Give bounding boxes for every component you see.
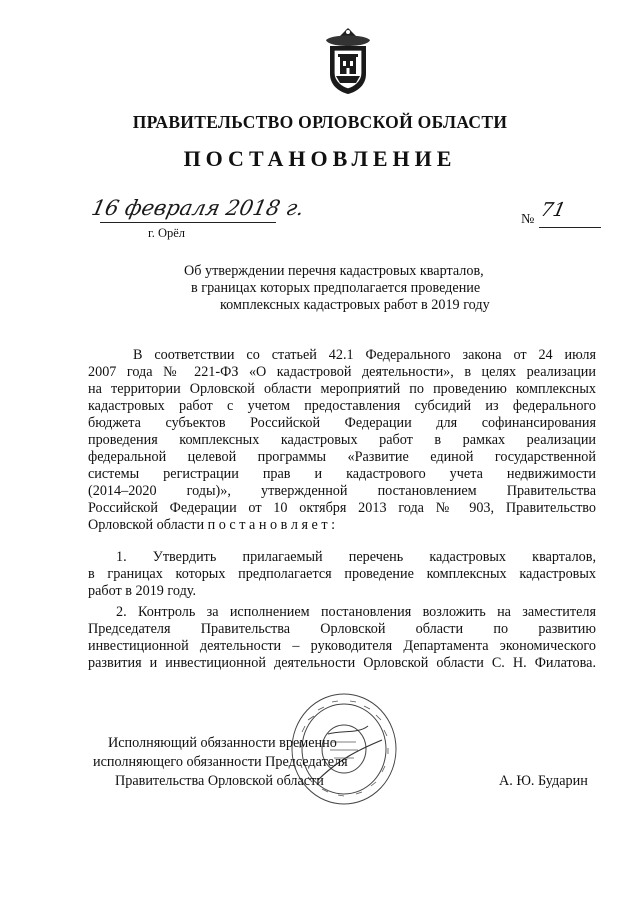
signatory-position-line: Правительства Орловской области (115, 773, 324, 789)
paragraph-line: в границах которых предполагается проведение комплексных кадастровых (88, 566, 596, 582)
paragraph-line: проведения комплексных кадастровых работ в рамках реализации (88, 432, 596, 448)
coat-of-arms-icon (318, 26, 378, 96)
number-label: № (521, 212, 535, 227)
paragraph-line: Российской Федерации от 10 октября 2013 года № 903, Правительство (88, 500, 596, 516)
paragraph-line: 2007 года № 221-ФЗ «О кадастровой деятельности», в целях реализации (88, 364, 596, 380)
number-underline (539, 227, 601, 228)
paragraph-line: кадастровых работ с учетом предоставления субсидий из федерального (88, 398, 596, 414)
signatory-name: А. Ю. Бударин (499, 773, 588, 789)
item-2-paragraph (88, 604, 596, 672)
item-1-paragraph (88, 549, 596, 600)
paragraph-line: 2. Контроль за исполнением постановления возложить на заместителя (116, 604, 596, 620)
paragraph-line: (2014–2020 годы)», утвержденной постановлением Правительства (88, 483, 596, 499)
paragraph-line: 1. Утвердить прилагаемый перечень кадастровых кварталов, (116, 549, 596, 565)
signatory-position-line: Исполняющий обязанности временно (108, 735, 337, 751)
subject-line: комплексных кадастровых работ в 2019 году (220, 297, 490, 313)
paragraph-line: В соответствии со статьей 42.1 Федерального закона от 24 июля (133, 347, 596, 363)
document-subject (170, 263, 510, 314)
paragraph-line: федеральной целевой программы «Развитие единой государственной (88, 449, 596, 465)
paragraph-line: Орловской области п о с т а н о в л я е т : (88, 517, 336, 533)
handwritten-date: 16 февраля 2018 г. (89, 196, 307, 220)
subject-line: Об утверждении перечня кадастровых кварталов, (184, 263, 484, 279)
paragraph-line: развития и инвестиционной деятельности Орловской области С. Н. Филатова. (88, 655, 596, 671)
date-underline (100, 222, 276, 223)
paragraph-line: работ в 2019 году. (88, 583, 197, 599)
signatory-position-line: исполняющего обязанности Председателя (93, 754, 348, 770)
paragraph-line: инвестиционной деятельности – руководителя Департамента экономического (88, 638, 596, 654)
paragraph-line: на территории Орловской области мероприятий по проведению комплексных (88, 381, 596, 397)
preamble-paragraph (88, 347, 596, 534)
document-type-title: ПОСТАНОВЛЕНИЕ (183, 146, 457, 171)
subject-line: в границах которых предполагается проведение (191, 280, 481, 296)
organization-title: ПРАВИТЕЛЬСТВО ОРЛОВСКОЙ ОБЛАСТИ (132, 112, 508, 132)
paragraph-line: Председателя Правительства Орловской области по развитию (88, 621, 596, 637)
paragraph-line: системы регистрации прав и кадастрового учета недвижимости (88, 466, 596, 482)
city-label: г. Орёл (148, 226, 186, 240)
paragraph-line: бюджета субъектов Российской Федерации для софинансирования (88, 415, 596, 431)
handwritten-number: 71 (538, 199, 568, 221)
